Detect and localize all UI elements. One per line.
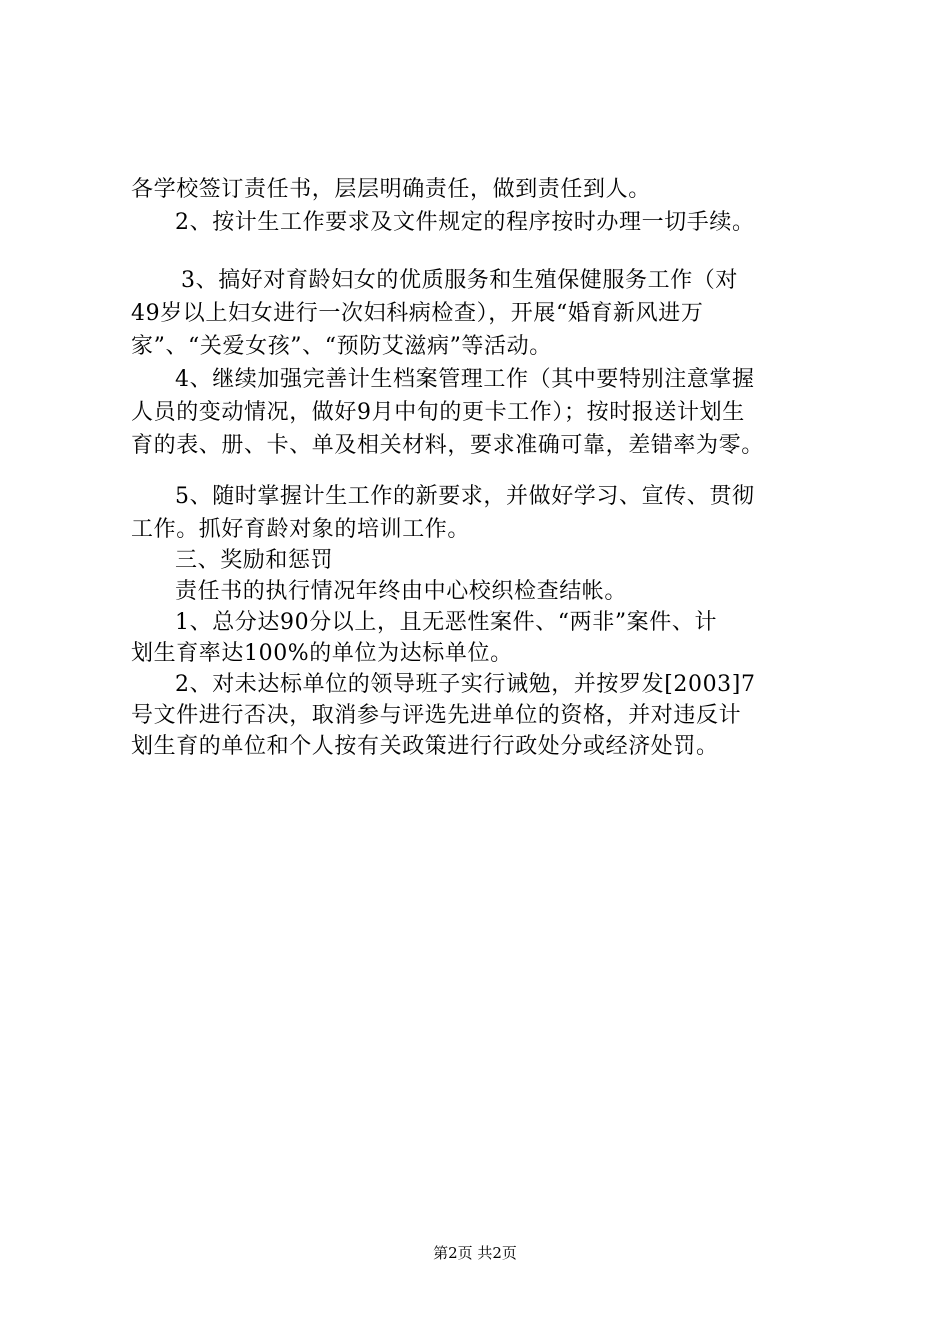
page-number-footer: 第2页 共2页 [433, 1244, 517, 1262]
body-line-7: 人员的变动情况，做好9月中旬的更卡工作）；按时报送计划生 [131, 400, 745, 425]
body-line-5: 家”、“关爱女孩”、“预防艾滋病”等活动。 [131, 334, 552, 359]
body-line-8: 育的表、册、卡、单及相关材料，要求准确可靠，差错率为零。 [131, 433, 764, 458]
body-line-6: 4、继续加强完善计生档案管理工作（其中要特别注意掌握 [175, 367, 755, 392]
body-line-3: 3、搞好对育龄妇女的优质服务和生殖保健服务工作（对 [181, 268, 738, 293]
body-line-9: 5、随时掌握计生工作的新要求，并做好学习、宣传、贯彻 [175, 484, 755, 509]
body-line-13: 1、总分达90分以上，且无恶性案件、“两非”案件、计 [175, 610, 718, 635]
body-line-12: 责任书的执行情况年终由中心校织检查结帐。 [175, 579, 628, 604]
body-line-17: 划生育的单位和个人按有关政策进行行政处分或经济处罚。 [131, 734, 719, 759]
body-line-10: 工作。抓好育龄对象的培训工作。 [131, 517, 471, 542]
body-line-2: 2、按计生工作要求及文件规定的程序按时办理一切手续。 [175, 210, 755, 235]
body-line-14: 划生育率达100%的单位为达标单位。 [131, 641, 513, 666]
body-line-1: 各学校签订责任书，层层明确责任，做到责任到人。 [131, 177, 651, 202]
body-line-16: 号文件进行否决，取消参与评选先进单位的资格，并对违反计 [131, 703, 742, 728]
body-line-4: 49岁以上妇女进行一次妇科病检查），开展“婚育新风进万 [131, 301, 704, 326]
body-line-15: 2、对未达标单位的领导班子实行诫勉，并按罗发[2003]7 [175, 672, 756, 697]
section-heading: 三、奖励和惩罚 [175, 548, 334, 573]
